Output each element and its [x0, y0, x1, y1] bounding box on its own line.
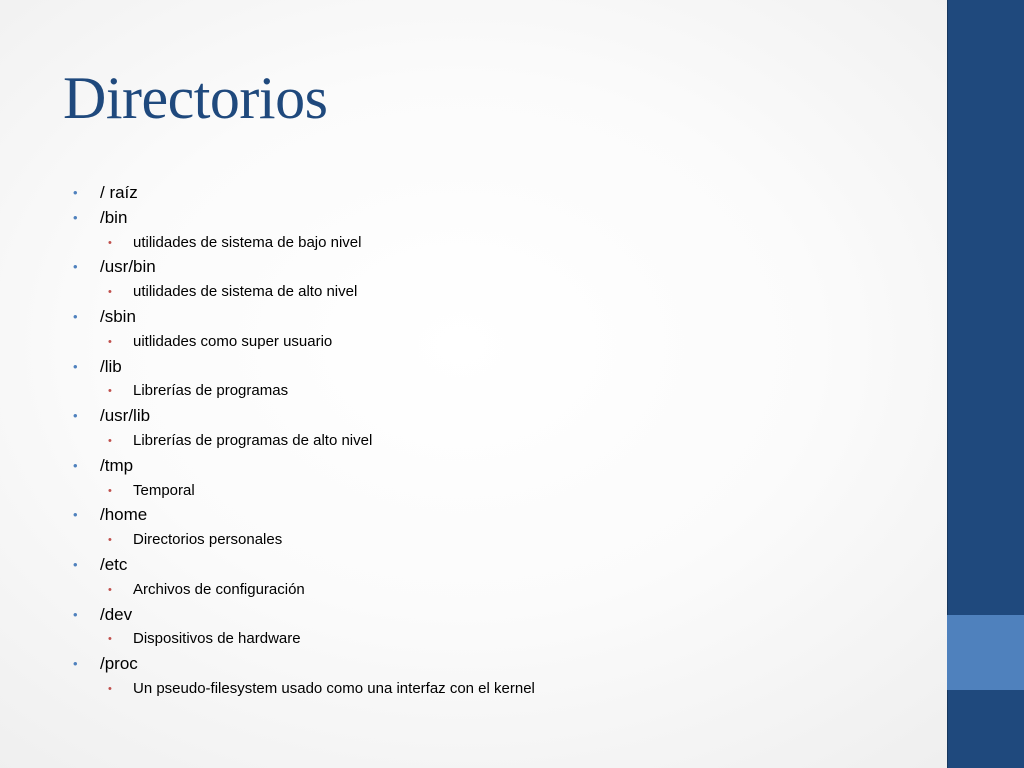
bullet-icon: •: [73, 656, 78, 672]
sub-item-label: Temporal: [133, 481, 195, 499]
list-item-bin: [73, 206, 933, 231]
sub-item-proc: [73, 677, 933, 702]
bullet-icon: •: [73, 358, 78, 374]
bullet-icon: •: [73, 556, 78, 572]
sub-item-lib: [73, 379, 933, 404]
list-item-label: /usr/bin: [100, 257, 156, 277]
list-item-sbin: [73, 305, 933, 330]
list-item-home: [73, 503, 933, 528]
slide-title: Directorios: [63, 65, 328, 131]
sub-item-sbin: [73, 330, 933, 355]
sub-item-usr-lib: [73, 429, 933, 454]
list-item-usr-bin: [73, 255, 933, 280]
sub-item-label: uitlidades como super usuario: [133, 332, 333, 350]
sub-item-bin: [73, 231, 933, 256]
sub-bullet-icon: •: [108, 385, 112, 398]
sidebar-accent-block: [947, 615, 1024, 690]
sub-bullet-icon: •: [108, 434, 112, 447]
sub-item-label: utilidades de sistema de alto nivel: [133, 283, 358, 301]
sub-item-etc: [73, 578, 933, 603]
sub-item-label: Directorios personales: [133, 531, 283, 549]
bullet-icon: •: [73, 185, 78, 200]
list-item-label: /etc: [100, 554, 128, 574]
bullet-icon: •: [73, 408, 78, 424]
list-item-proc: [73, 652, 933, 677]
list-item-lib: [73, 355, 933, 380]
bullet-icon: •: [73, 606, 78, 622]
bullet-icon: •: [73, 259, 78, 275]
directory-list: [73, 181, 933, 702]
sub-item-label: Archivos de configuración: [133, 580, 305, 598]
sub-item-label: utilidades de sistema de bajo nivel: [133, 233, 362, 251]
list-item-label: /usr/lib: [100, 406, 151, 426]
list-item-label: /lib: [100, 356, 122, 376]
sub-item-usr-bin: [73, 280, 933, 305]
list-item-label: /tmp: [100, 455, 134, 475]
list-item-label: / raíz: [100, 183, 138, 202]
list-item-label: /bin: [100, 207, 128, 227]
sub-bullet-icon: •: [108, 633, 112, 646]
list-item-label: /proc: [100, 654, 138, 674]
sub-item-dev: [73, 627, 933, 652]
sub-bullet-icon: •: [108, 236, 112, 249]
sub-item-label: Un pseudo-filesystem usado como una interfaz con el kernel: [133, 679, 535, 697]
sub-item-label: Librerías de programas de alto nivel: [133, 431, 373, 449]
bullet-icon: •: [73, 457, 78, 473]
sub-bullet-icon: •: [108, 534, 112, 547]
list-item-root: [73, 181, 933, 206]
sub-item-label: Dispositivos de hardware: [133, 630, 301, 648]
list-item-label: /dev: [100, 604, 133, 624]
list-item-dev: [73, 603, 933, 628]
list-item-label: /sbin: [100, 306, 136, 326]
bullet-icon: •: [73, 209, 78, 225]
sub-bullet-icon: •: [108, 335, 112, 348]
sub-bullet-icon: •: [108, 682, 112, 695]
list-item-etc: [73, 553, 933, 578]
list-item-usr-lib: [73, 404, 933, 429]
bullet-icon: •: [73, 507, 78, 523]
sub-item-tmp: [73, 479, 933, 504]
bullet-icon: •: [73, 308, 78, 324]
sub-bullet-icon: •: [108, 286, 112, 299]
sub-bullet-icon: •: [108, 484, 112, 497]
sub-bullet-icon: •: [108, 583, 112, 596]
list-item-tmp: [73, 454, 933, 479]
sub-item-label: Librerías de programas: [133, 382, 289, 400]
list-item-label: /home: [100, 505, 148, 525]
sub-item-home: [73, 528, 933, 553]
